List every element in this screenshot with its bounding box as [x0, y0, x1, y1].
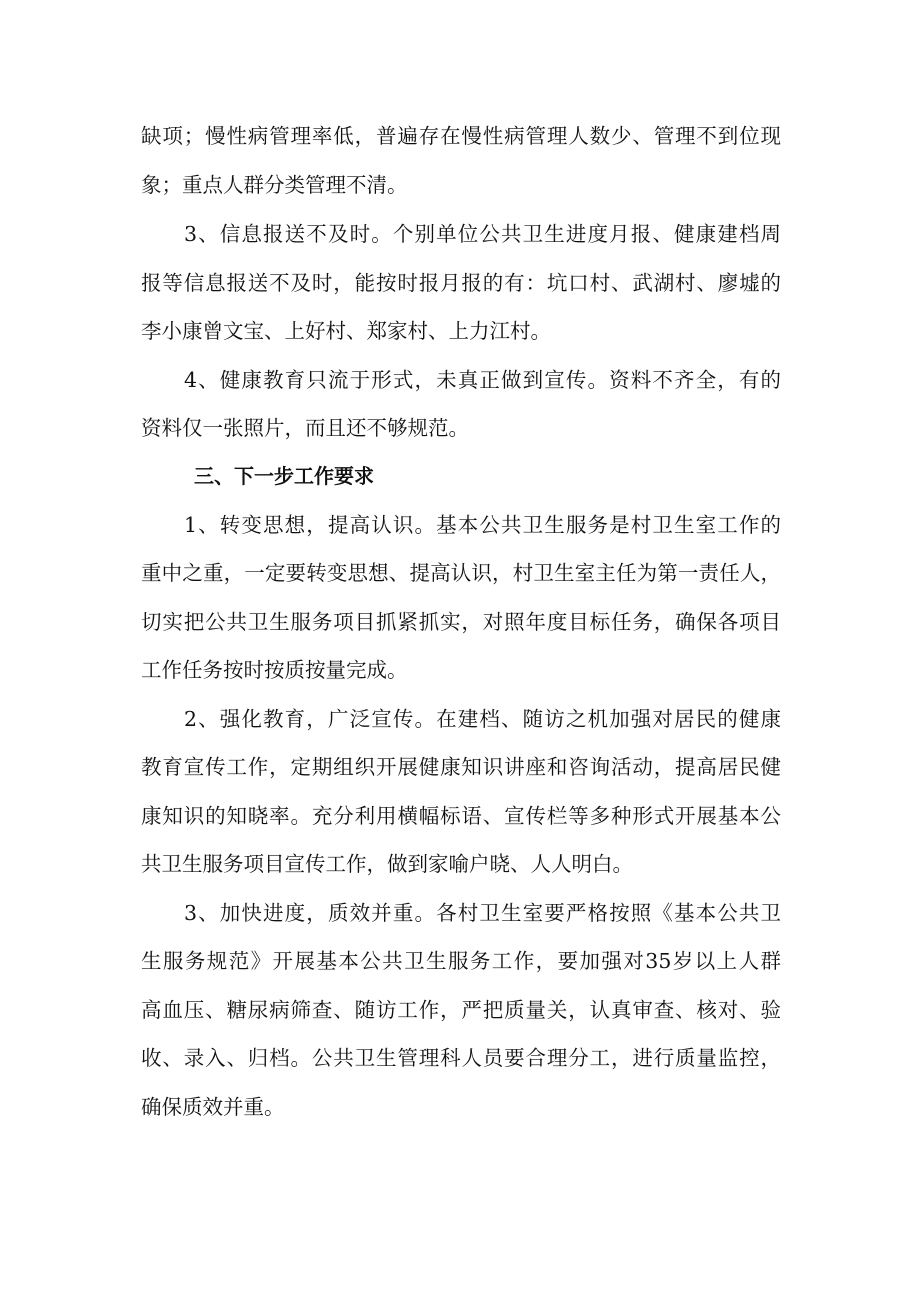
text-line: 教育宣传工作，定期组织开展健康知识讲座和咨询活动，提高居民健: [141, 755, 781, 779]
text-line: 康知识的知晓率。充分利用横幅标语、宣传栏等多种形式开展基本公: [141, 804, 781, 828]
requirement-1-line: 1、转变思想，提高认识。基本公共卫生服务是村卫生室工作的: [184, 513, 781, 537]
paragraph-4-line: 4、健康教育只流于形式，未真正做到宣传。资料不齐全，有的: [184, 368, 781, 392]
text-line: 缺项；慢性病管理率低，普遍存在慢性病管理人数少、管理不到位现: [141, 124, 781, 148]
text-line: 李小康曾文宝、上好村、郑家村、上力江村。: [141, 319, 551, 343]
requirement-2-line: 2、强化教育，广泛宣传。在建档、随访之机加强对居民的健康: [184, 707, 781, 731]
section-heading: 三、下一步工作要求: [194, 464, 374, 488]
text-line: 高血压、糖尿病筛查、随访工作，严把质量关，认真审查、核对、验: [141, 998, 781, 1022]
text-line: 象；重点人群分类管理不清。: [141, 173, 408, 197]
requirement-3-line: 3、加快进度，质效并重。各村卫生室要严格按照《基本公共卫: [184, 901, 781, 925]
text-line: 工作任务按时按质按量完成。: [141, 658, 408, 682]
text-line: 收、录入、归档。公共卫生管理科人员要合理分工，进行质量监控，: [141, 1046, 781, 1070]
text-line: 重中之重，一定要转变思想、提高认识，村卫生室主任为第一责任人，: [141, 561, 781, 585]
text-line: 切实把公共卫生服务项目抓紧抓实，对照年度目标任务，确保各项目: [141, 610, 781, 634]
text-line: 资料仅一张照片，而且还不够规范。: [141, 416, 469, 440]
text-line: 共卫生服务项目宣传工作，做到家喻户晓、人人明白。: [141, 852, 633, 876]
text-line: 报等信息报送不及时，能按时报月报的有：坑口村、武湖村、廖墟的: [141, 271, 781, 295]
paragraph-3-line: 3、信息报送不及时。个别单位公共卫生进度月报、健康建档周: [184, 222, 781, 246]
text-line: 生服务规范》开展基本公共卫生服务工作，要加强对35岁以上人群: [141, 949, 781, 973]
text-line: 确保质效并重。: [141, 1095, 285, 1119]
